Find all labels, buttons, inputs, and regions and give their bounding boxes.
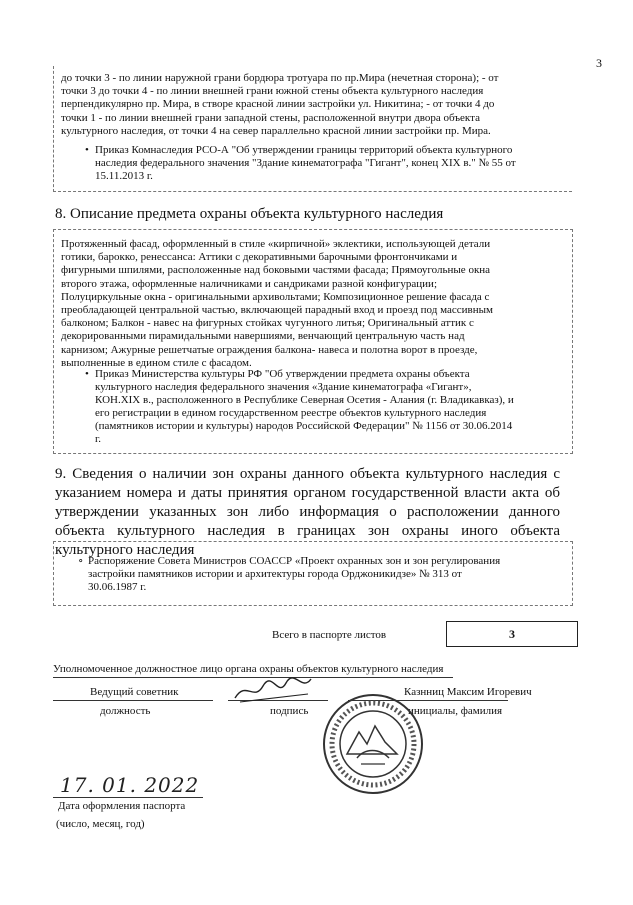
order-line: КОН.XIX в., расположенного в Республике Северная Осетия - Алания (г. Владикавказ), и [95, 394, 514, 406]
position-underline [53, 700, 213, 701]
order-line: Распоряжение Совета Министров СОАССР «Проект охранных зон и зон регулирования [88, 555, 501, 567]
position-label: должность [100, 705, 151, 717]
signature-label: подпись [270, 705, 309, 717]
bullet-icon: • [85, 368, 89, 380]
date-underline [53, 797, 203, 798]
name-value: Казнниц Максим Игоревич [404, 686, 532, 698]
section8-heading: 8. Описание предмета охраны объекта культурного наследия [55, 206, 444, 222]
text-line: фигурными шпилями, расположенные над боковыми частями фасада; Прямоугольные окна [61, 264, 491, 277]
section8-text [61, 238, 566, 370]
text-line: культурного наследия, от точки 4 на север параллельно красной линии застройки пр. Мира. [61, 124, 491, 137]
name-label: инициалы, фамилия [408, 705, 503, 717]
order-line: застройки памятников истории и архитектуры города Орджоникидзе» № 313 от [88, 568, 462, 580]
position-value: Ведущий советник [90, 686, 179, 698]
order-line: г. [95, 433, 102, 445]
order-line: 30.06.1987 г. [88, 581, 147, 593]
text-line: преобладающей центральной частью, включающей парадный вход и проезд под массивным [61, 304, 493, 317]
text-line: точки 3 до точки 4 - по линии внешней грани южной стены объекта культурного наследия [61, 85, 484, 98]
text-line: балконом; Балкон - навес на фигурных стойках чугунного литья; Оригинальный аттик с [61, 317, 474, 330]
page-number: 3 [596, 56, 602, 70]
bullet-icon: ∘ [78, 555, 84, 567]
date-format: (число, месяц, год) [56, 818, 145, 830]
text-line: декорированными пирамидальными навершиями, венчающий центральную часть над [61, 330, 465, 343]
text-line: перпендикулярно пр. Мира, в створе красной линии застройки ул. Никитина; - от точки 4 до [61, 98, 495, 111]
text-line: готики, барокко, ренессанса: Аттики с декоративными барочными фронтончиками и [61, 251, 458, 264]
order-line: 15.11.2013 г. [95, 170, 153, 182]
order-line: его регистрации в едином государственном реестре объектов культурного наследия [95, 407, 487, 419]
order-line: Приказ Комнаследия РСО-А "Об утверждении границы территорий объекта культурного [95, 144, 513, 156]
text-line: Полуциркульные окна - оригинальными архивольтами; Композиционное решение фасада с [61, 290, 490, 303]
text-line: второго этажа, оформленные наличниками и сандриками разной конфигурации; [61, 277, 438, 290]
order-line: культурного наследия федерального значения «Здание кинематографа «Гигант», [95, 381, 472, 393]
text-line: Протяженный фасад, оформленный в стиле «кирпичной» эклектики, использующей детали [61, 238, 491, 250]
bullet-icon: • [85, 144, 89, 156]
section7-text [61, 72, 571, 138]
order-line: Приказ Министерства культуры РФ "Об утверждении предмета охраны объекта [95, 368, 470, 380]
text-line: выполненные в едином стиле с фасадом. [61, 356, 252, 369]
sheets-count-box [446, 621, 578, 647]
sheets-count: 3 [509, 627, 515, 641]
sheets-label: Всего в паспорте листов [272, 629, 387, 641]
text-line: карнизом; Ажурные решетчатые ограждения балкона- навеса и полотна ворот в проезде, [61, 343, 478, 356]
text-line: до точки 3 - по линии наружной грани бордюра тротуара по пр.Мира (нечетная сторона); - от [61, 72, 499, 84]
section9-heading: 9. Сведения о наличии зон охраны данного объекта культурного наследия с указанием номера и даты принятия органом государственной власти акта об утверждении указанных зон либо информация о расположении данного объекта культурного наследия в границах зон охраны иного объекта культурного наследия [55, 466, 560, 558]
official-seal [321, 692, 425, 796]
text-line: точки 1 - по линии внешней грани западной стены, расположенной внутри двора объекта [61, 111, 480, 124]
date-handwritten: 17. 01. 2022 [60, 773, 200, 797]
date-label: Дата оформления паспорта [58, 800, 186, 812]
signature-scribble [232, 672, 314, 706]
order-line: наследия федерального значения "Здание кинематографа "Гигант", конец XIX в." № 55 от [95, 157, 516, 169]
order-line: (памятников истории и культуры) народов Российской Федерации" № 1156 от 30.06.2014 [95, 420, 513, 432]
signatory-caption: Уполномоченное должностное лицо органа охраны объектов культурного наследия [53, 663, 444, 675]
